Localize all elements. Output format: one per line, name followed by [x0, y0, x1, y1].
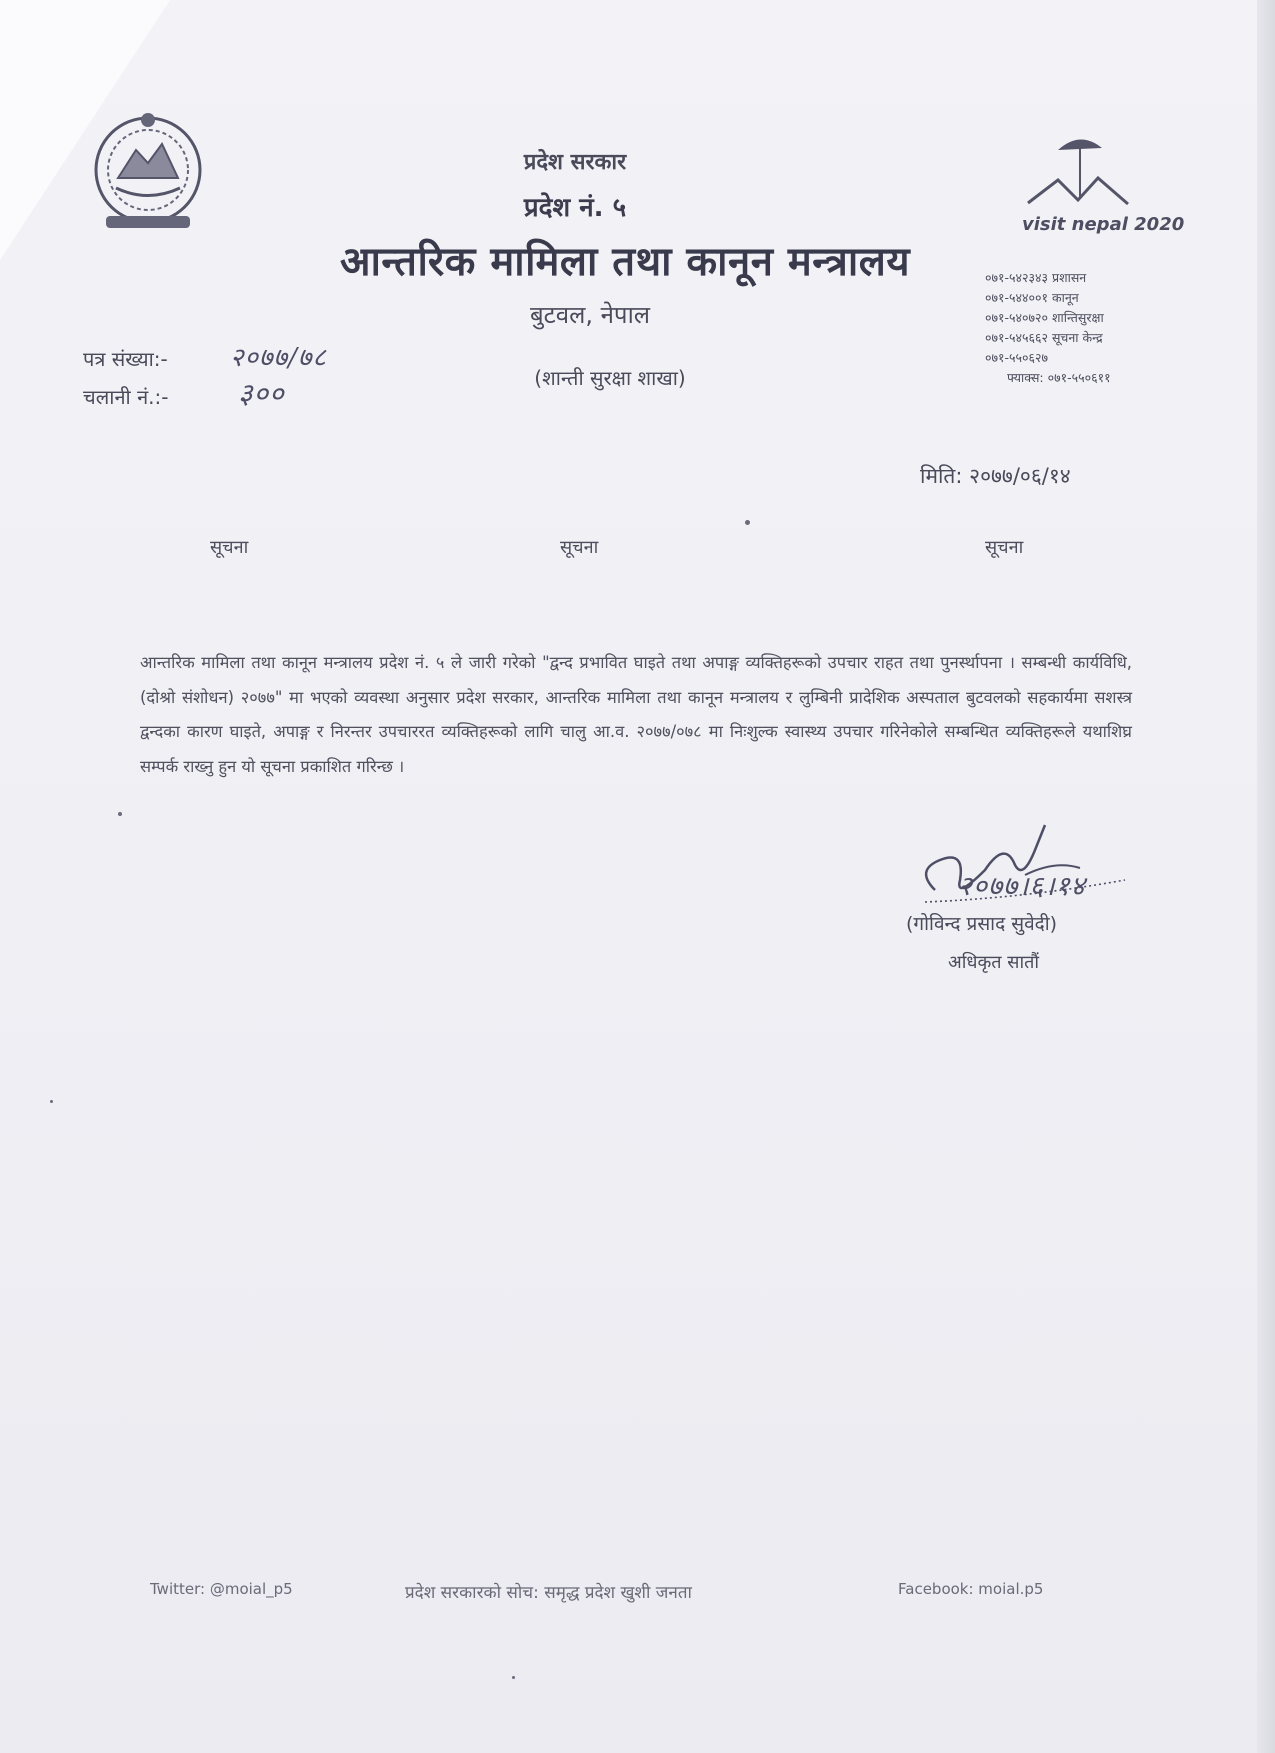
footer-slogan: प्रदेश सरकारको सोच: समृद्ध प्रदेश खुशी जनता [405, 1583, 692, 1603]
visit-nepal-2020-logo [1018, 128, 1185, 253]
paper-speck [512, 1676, 515, 1679]
contact-list [985, 268, 1185, 388]
paper-speck [745, 520, 750, 525]
section-name: (शान्ती सुरक्षा शाखा) [534, 366, 686, 390]
footer-facebook: Facebook: moial.p5 [898, 1580, 1044, 1598]
government-name: प्रदेश सरकार [523, 150, 627, 175]
fax-line: फ्याक्स: ०७१-५५०६११ [1007, 370, 1111, 385]
signatory-name: (गोविन्द प्रसाद सुवेदी) [906, 913, 1058, 935]
office-location: बुटवल, नेपाल [529, 301, 651, 329]
page-edge-shadow [1257, 0, 1275, 1753]
dispatch-number-label: चलानी नं.:- [83, 385, 169, 409]
ministry-name: आन्तरिक मामिला तथा कानून मन्त्रालय [339, 239, 911, 285]
letter-number-label: पत्र संख्या:- [83, 347, 168, 371]
notice-heading: सूचना [210, 537, 249, 558]
notice-heading: सूचना [560, 537, 599, 558]
province-name: प्रदेश नं. ५ [523, 193, 627, 223]
notice-body: आन्तरिक मामिला तथा कानून मन्त्रालय प्रदेश नं. ५ ले जारी गरेको "द्वन्द प्रभावित घाइते तथा अपाङ्ग व्यक्तिहरूको उपचार राहत तथा पुनर्स्थापना । सम्बन्धी कार्यविधि, (दोश्रो संशोधन) २०७७" मा भएको व्यवस्था अनुसार प्रदेश सरकार, आन्तरिक मामिला तथा कानून मन्त्रालय र लुम्बिनी प्रादेशिक अस्पताल बुटवलको सहकार्यमा सशस्त्र द्वन्दका कारण घाइते, अपाङ्ग र निरन्तर उपचाररत व्यक्तिहरूको लागि चालु आ.व. २०७७/०७८ मा निःशुल्क स्वास्थ्य उपचार गरिनेकोले सम्बन्धित व्यक्तिहरूले यथाशिघ्र सम्पर्क राख्नु हुन यो सूचना प्रकाशित गरिन्छ । [140, 653, 1132, 776]
signatory-title: अधिकृत सातौं [948, 952, 1040, 973]
letter-date: मिति: २०७७/०६/१४ [920, 464, 1071, 488]
contact-line: ०७१-५४२३४३ प्रशासन [985, 270, 1087, 285]
signature-date: २०७७।६।१४ [958, 871, 1086, 902]
nepal-emblem-icon [78, 108, 218, 238]
paper-speck [118, 812, 122, 816]
dispatch-number-value: ३०० [238, 377, 285, 410]
notice-heading: सूचना [985, 537, 1024, 558]
paper-speck [50, 1100, 53, 1103]
contact-line: ०७१-५५०६२७ [985, 350, 1049, 365]
footer-twitter: Twitter: @moial_p5 [150, 1580, 293, 1598]
contact-line: ०७१-५४४००१ कानून [985, 290, 1079, 305]
contact-line: ०७१-५४५६६२ सूचना केन्द्र [985, 330, 1103, 345]
contact-line: ०७१-५४०७२० शान्तिसुरक्षा [985, 310, 1104, 325]
svg-text:visit nepal 2020: visit nepal 2020 [1022, 214, 1185, 235]
letter-number-value: २०७७/७८ [230, 343, 327, 373]
